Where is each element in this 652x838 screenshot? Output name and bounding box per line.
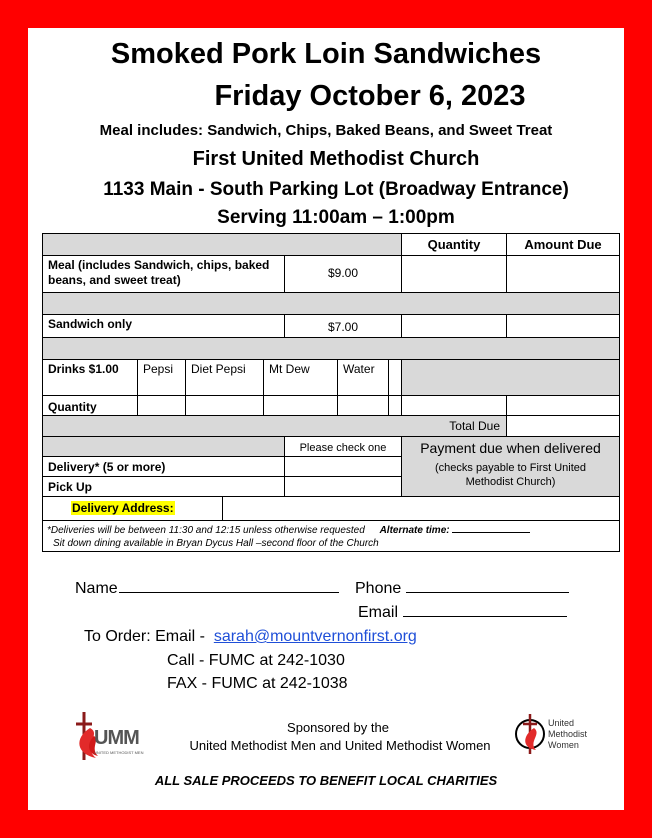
umm-logo [70,708,162,764]
footnote-cell [42,520,620,552]
diet-pepsi-quantity-field[interactable] [185,395,264,416]
drinks-label: Drinks $1.00 [42,359,138,396]
meal-price: $9.00 [284,255,402,293]
check-one-shaded-cell [42,436,285,457]
phone-field[interactable] [406,592,569,593]
water-quantity-field[interactable] [337,395,389,416]
meal-includes: Meal includes: Sandwich, Chips, Baked Beans, and Sweet Treat [99,122,553,139]
email-field[interactable] [403,616,567,617]
order-call: Call - FUMC at 242-1030 [167,652,345,669]
checks-payable-text: (checks payable to First United Methodist Church) [434,462,586,488]
total-due-field[interactable] [506,415,620,437]
delivery-address-label: Delivery Address: [72,501,174,515]
sandwich-label: Sandwich only [42,314,285,338]
drink-water-label: Water [337,359,389,396]
total-due-label: Total Due [42,415,507,437]
mt-dew-quantity-field[interactable] [263,395,338,416]
alternate-time-field[interactable] [452,532,530,533]
delivery-label: Delivery* (5 or more) [42,456,285,477]
order-table [42,233,620,552]
umw-logo [512,708,596,760]
payment-note-cell [401,436,620,497]
event-address: 1133 Main - South Parking Lot (Broadway Entrance) [103,179,569,200]
sponsored-by: Sponsored by the [287,720,389,735]
sandwich-price: $7.00 [284,314,402,338]
umw-logo-text: United Methodist Women [548,718,588,750]
drinks-amount-field[interactable] [506,395,620,416]
shaded-separator-row [42,337,620,360]
email-line [358,604,567,622]
cross-and-flame-icon [512,708,548,760]
amount-due-header: Amount Due [506,233,620,256]
to-order-label: To Order: Email - [84,628,205,645]
sponsors: United Methodist Men and United Methodist Women [189,738,491,753]
delivery-footnote: *Deliveries will be between 11:30 and 12:15 unless otherwise requested [47,525,365,536]
umm-logo-subtext: UNITED METHODIST MEN [94,750,144,755]
drink-pepsi-label: Pepsi [137,359,186,396]
to-order-line [84,628,417,646]
serving-time: Serving 11:00am – 1:00pm [217,207,455,228]
event-date: Friday October 6, 2023 [214,80,526,112]
umm-logo-text: UMM [94,727,139,749]
phone-line [355,580,569,598]
name-label: Name [75,580,118,597]
proceeds-note: ALL SALE PROCEEDS TO BENEFIT LOCAL CHARITIES [154,773,498,788]
quantity-header: Quantity [401,233,507,256]
pickup-label: Pick Up [42,476,285,497]
drinks-total-quantity-field[interactable] [401,395,507,416]
event-title: Smoked Pork Loin Sandwiches [110,38,542,70]
drinks-quantity-label: Quantity [42,395,138,416]
payment-due-text: Payment due when delivered [420,440,601,456]
email-label: Email [358,604,399,621]
delivery-checkbox-cell[interactable] [284,456,402,477]
dining-footnote: Sit down dining available in Bryan Dycus Hall –second floor of the Church [53,538,379,549]
meal-amount-field[interactable] [506,255,620,293]
delivery-address-field[interactable] [222,496,620,521]
phone-label: Phone [355,580,402,597]
order-email-link[interactable]: sarah@mountvernonfirst.org [213,628,417,645]
pickup-checkbox-cell[interactable] [284,476,402,497]
drink-mt-dew-label: Mt Dew [263,359,338,396]
delivery-address-label-cell [42,496,223,521]
drinks-shaded-cell [401,359,620,396]
shaded-separator-row [42,292,620,315]
alternate-time-label: Alternate time: [379,525,450,536]
order-fax: FAX - FUMC at 242-1038 [167,675,348,692]
drinks-empty-cell [388,359,402,396]
name-field[interactable] [119,592,339,593]
please-check-one: Please check one [284,436,402,457]
pepsi-quantity-field[interactable] [137,395,186,416]
sandwich-quantity-field[interactable] [401,314,507,338]
quantity-empty-cell [388,395,402,416]
meal-label: Meal (includes Sandwich, chips, baked beans, and sweet treat) [42,255,285,293]
name-line [75,580,339,598]
sandwich-amount-field[interactable] [506,314,620,338]
drink-diet-pepsi-label: Diet Pepsi [185,359,264,396]
header-shaded-cell [42,233,402,256]
meal-quantity-field[interactable] [401,255,507,293]
church-name: First United Methodist Church [192,148,480,170]
